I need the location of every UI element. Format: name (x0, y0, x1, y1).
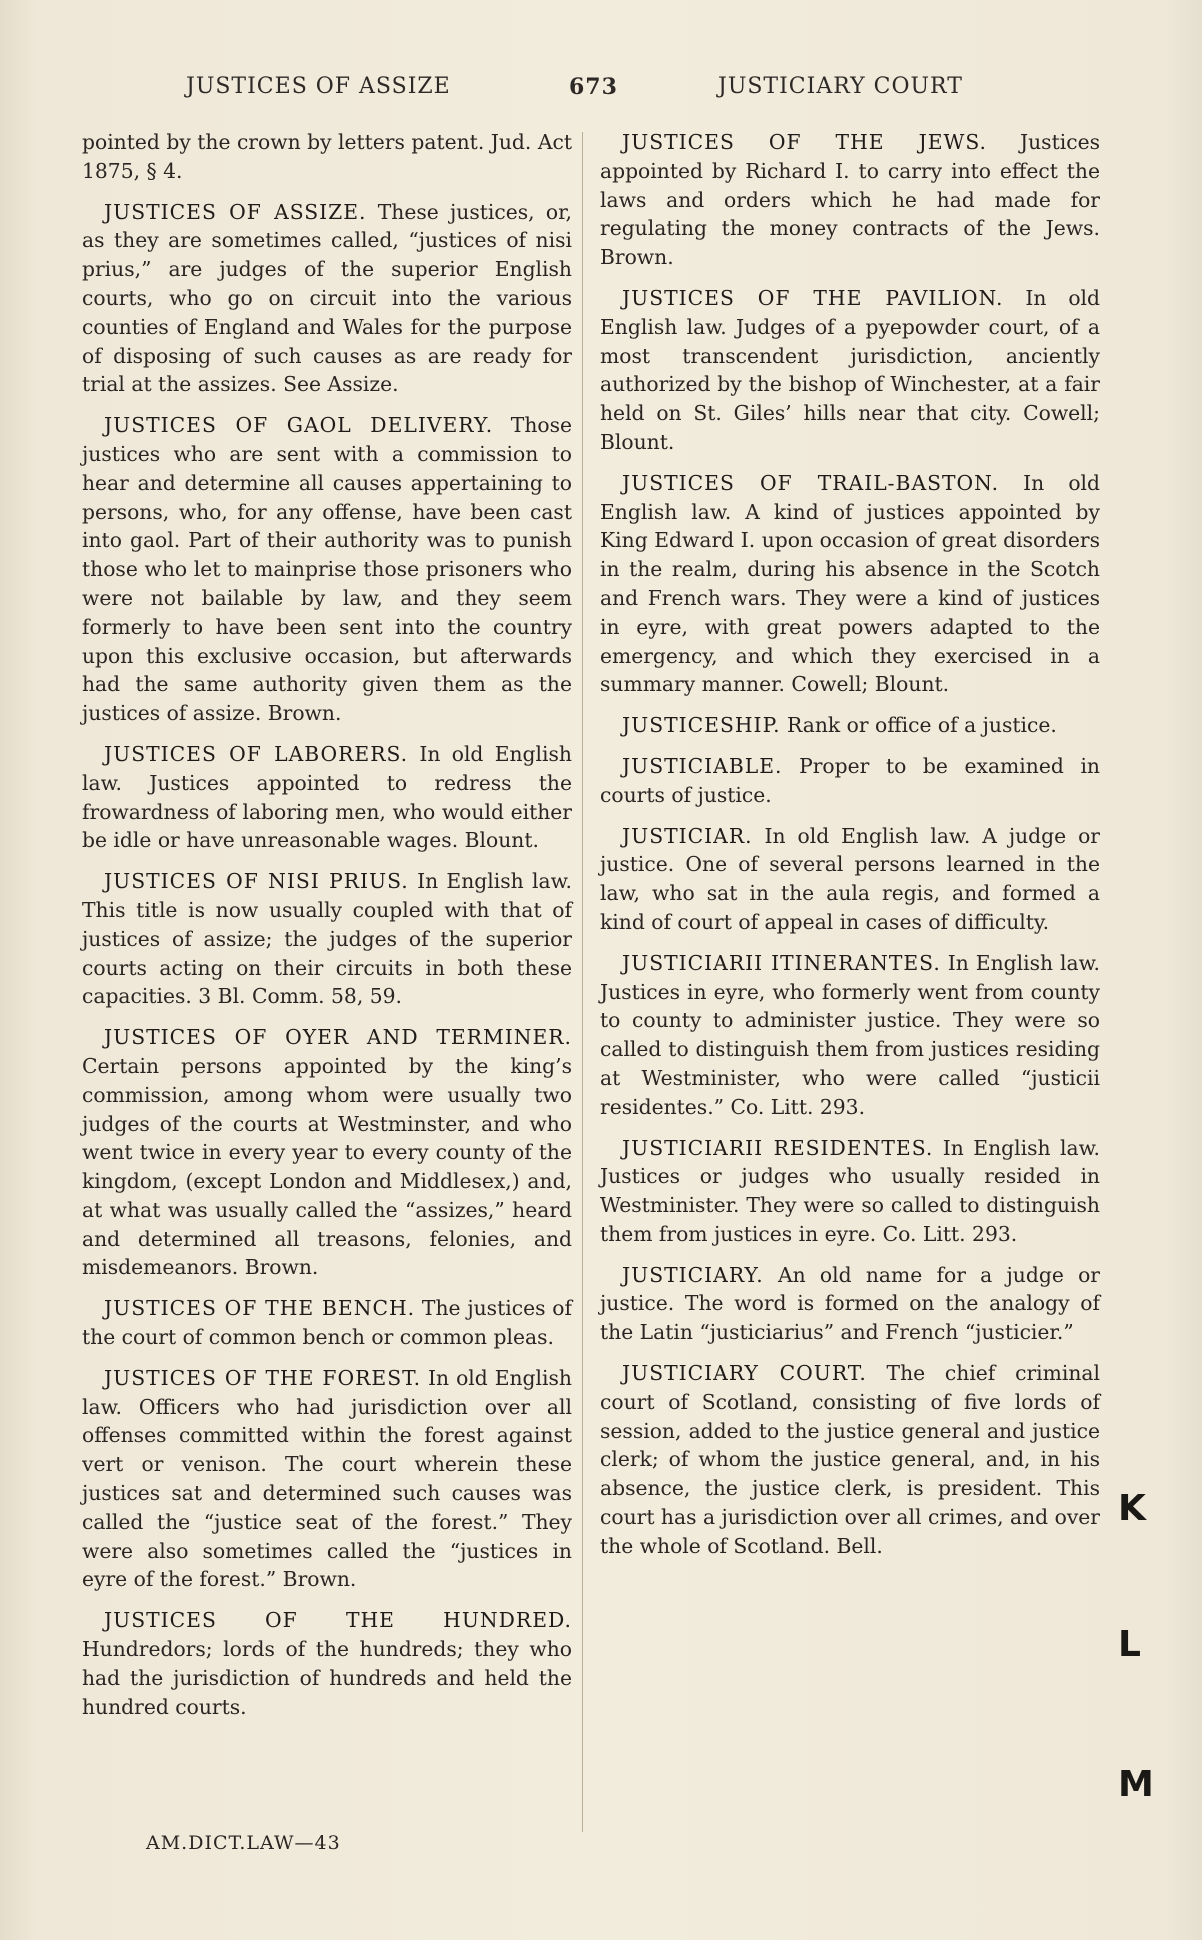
entry-headword: JUSTICES OF NISI PRIUS. (104, 869, 409, 894)
dictionary-entry (82, 1294, 572, 1352)
entry-headword: JUSTICES OF LABORERS. (104, 741, 409, 766)
entry-text: In old English law. Justices appointed to redress the frowardness of laboring men, who would either be idle or have unreasonable wages. Blount. (82, 741, 572, 853)
page-number: 673 (569, 74, 618, 100)
entry-headword: JUSTICES OF THE BENCH. (104, 1296, 416, 1321)
dictionary-entry (600, 1261, 1100, 1347)
thumb-index-tab-k[interactable]: K (1118, 1488, 1146, 1529)
entry-text: In old English law. Officers who had jurisdiction over all offenses committed within the forest against vert or venison. The court wherein these justices sat and determined such causes was called the “justice seat of the forest.” They were also sometimes called the “justices in eyre of the forest.” Brown. (82, 1365, 572, 1592)
entry-headword: JUSTICIARII ITINERANTES. (622, 950, 941, 975)
header-right-guide-word: JUSTICIARY COURT (718, 74, 963, 99)
entry-headword: JUSTICES OF THE HUNDRED. (104, 1608, 572, 1633)
entry-headword: JUSTICIAR. (622, 823, 753, 848)
dictionary-entry (82, 1606, 572, 1721)
entry-headword: JUSTICESHIP. (622, 713, 781, 738)
entry-headword: JUSTICIARII RESIDENTES. (622, 1135, 934, 1160)
dictionary-entry (82, 1364, 572, 1594)
dictionary-entry (600, 949, 1100, 1122)
entry-text: The chief criminal court of Scotland, consisting of five lords of session, added to the justice general and justice clerk; of whom the justice general, and, in his absence, the justice clerk, is president. This court has a jurisdiction over all crimes, and over the whole of Scotland. Bell. (600, 1361, 1100, 1558)
entry-text: In English law. Justices or judges who usually resided in Westminister. They were so called to distinguish them from justices in eyre. Co. Litt. 293. (600, 1135, 1100, 1246)
dictionary-entry (82, 740, 572, 855)
entry-text: An old name for a judge or justice. The word is formed on the analogy of the Latin “justiciarius” and French “justicier.” (600, 1262, 1101, 1345)
dictionary-entry (600, 752, 1100, 810)
entry-headword: JUSTICES OF GAOL DELIVERY. (104, 413, 494, 438)
entry-text: Proper to be examined in courts of justice. (600, 753, 1100, 807)
entry-text: In English law. Justices in eyre, who formerly went from county to county to administer justice. They were so called to distinguish them from justices residing at Westminister, who were called “justicii residentes.” Co. Litt. 293. (600, 950, 1100, 1119)
signature-footer: AM.DICT.LAW—43 (146, 1832, 341, 1854)
entry-text: These justices, or, as they are sometimes called, “justices of nisi prius,” are judges of the superior English courts, who go on circuit into the various counties of England and Wales for the purpose of disposing of such causes as are ready for trial at the assizes. See Assize. (82, 199, 572, 397)
entry-headword: JUSTICIABLE. (622, 753, 783, 778)
dictionary-entry (82, 128, 572, 186)
running-header (0, 74, 1202, 104)
entry-headword: JUSTICIARY. (622, 1262, 764, 1287)
dictionary-entry (82, 411, 572, 728)
entry-text: Rank or office of a justice. (787, 713, 1057, 738)
entry-text: Hundredors; lords of the hundreds; they who had the jurisdiction of hundreds and held the hundred courts. (82, 1637, 572, 1719)
entry-text: Those justices who are sent with a commission to hear and determine all causes appertaining to persons, who, for any offense, have been cast into gaol. Part of their authority was to punish those who let to mainprise those prisoners who were not bailable by law, and they seem formerly to have been sent into the country upon this exclusive occasion, but afterwards had the same authority given them as the justices of assize. Brown. (82, 413, 573, 726)
entry-text: pointed by the crown by letters patent. Jud. Act 1875, § 4. (82, 130, 572, 183)
dictionary-entry (82, 867, 572, 1011)
entry-headword: JUSTICES OF THE PAVILION. (622, 285, 1004, 310)
entry-headword: JUSTICIARY COURT. (622, 1361, 867, 1386)
dictionary-entry (600, 284, 1100, 457)
dictionary-entry (600, 822, 1100, 937)
thumb-index-tab-m[interactable]: M (1118, 1764, 1154, 1805)
entry-text: In old English law. Judges of a pyepowder court, of a most transcendent jurisdiction, anciently authorized by the bishop of Winchester, at a fair held on St. Giles’ hills near that city. Cowell; Blount. (600, 285, 1101, 454)
right-column (600, 128, 1100, 1573)
dictionary-entry (600, 1134, 1100, 1249)
entry-text: Justices appointed by Richard I. to carry into effect the laws and orders which he had made for regulating the money contracts of the Jews. Brown. (600, 130, 1100, 270)
entry-headword: JUSTICES OF THE JEWS. (622, 130, 987, 154)
entry-text: Certain persons appointed by the king’s commission, among whom were usually two judges of the courts at Westminster, and who went twice in every year to every county of the kingdom, (except London and Middlesex,) and, at what was usually called the “assizes,” heard and determined all treasons, felonies, and misdemeanors. Brown. (82, 1053, 572, 1280)
column-divider (582, 132, 583, 1832)
dictionary-entry (600, 469, 1100, 699)
dictionary-entry (600, 711, 1100, 740)
entry-text: In old English law. A kind of justices appointed by King Edward I. upon occasion of great disorders in the realm, during his absence in the Scotch and French wars. They were a kind of justices in eyre, with great powers adapted to the emergency, and which they exercised in a summary manner. Cowell; Blount. (600, 470, 1101, 697)
left-column (82, 128, 572, 1733)
entry-text: In English law. This title is now usually coupled with that of justices of assize; the judges of the superior courts acting on their circuits in both these capacities. 3 Bl. Comm. 58, 59. (82, 869, 572, 1009)
entry-text: The justices of the court of common bench or common pleas. (82, 1296, 572, 1350)
dictionary-entry (600, 1359, 1100, 1561)
dictionary-entry (82, 198, 572, 400)
entry-headword: JUSTICES OF ASSIZE. (104, 199, 367, 224)
header-left-guide-word: JUSTICES OF ASSIZE (186, 74, 451, 99)
entry-text: In old English law. A judge or justice. One of several persons learned in the law, who sat in the aula regis, and formed a kind of court of appeal in cases of difficulty. (600, 823, 1100, 934)
dictionary-entry (600, 128, 1100, 272)
dictionary-entry (82, 1023, 572, 1282)
entry-headword: JUSTICES OF TRAIL-BASTON. (622, 470, 1000, 495)
thumb-index-tab-l[interactable]: L (1118, 1624, 1141, 1665)
entry-headword: JUSTICES OF THE FOREST. (104, 1365, 422, 1390)
entry-headword: JUSTICES OF OYER AND TERMINER. (104, 1025, 572, 1050)
